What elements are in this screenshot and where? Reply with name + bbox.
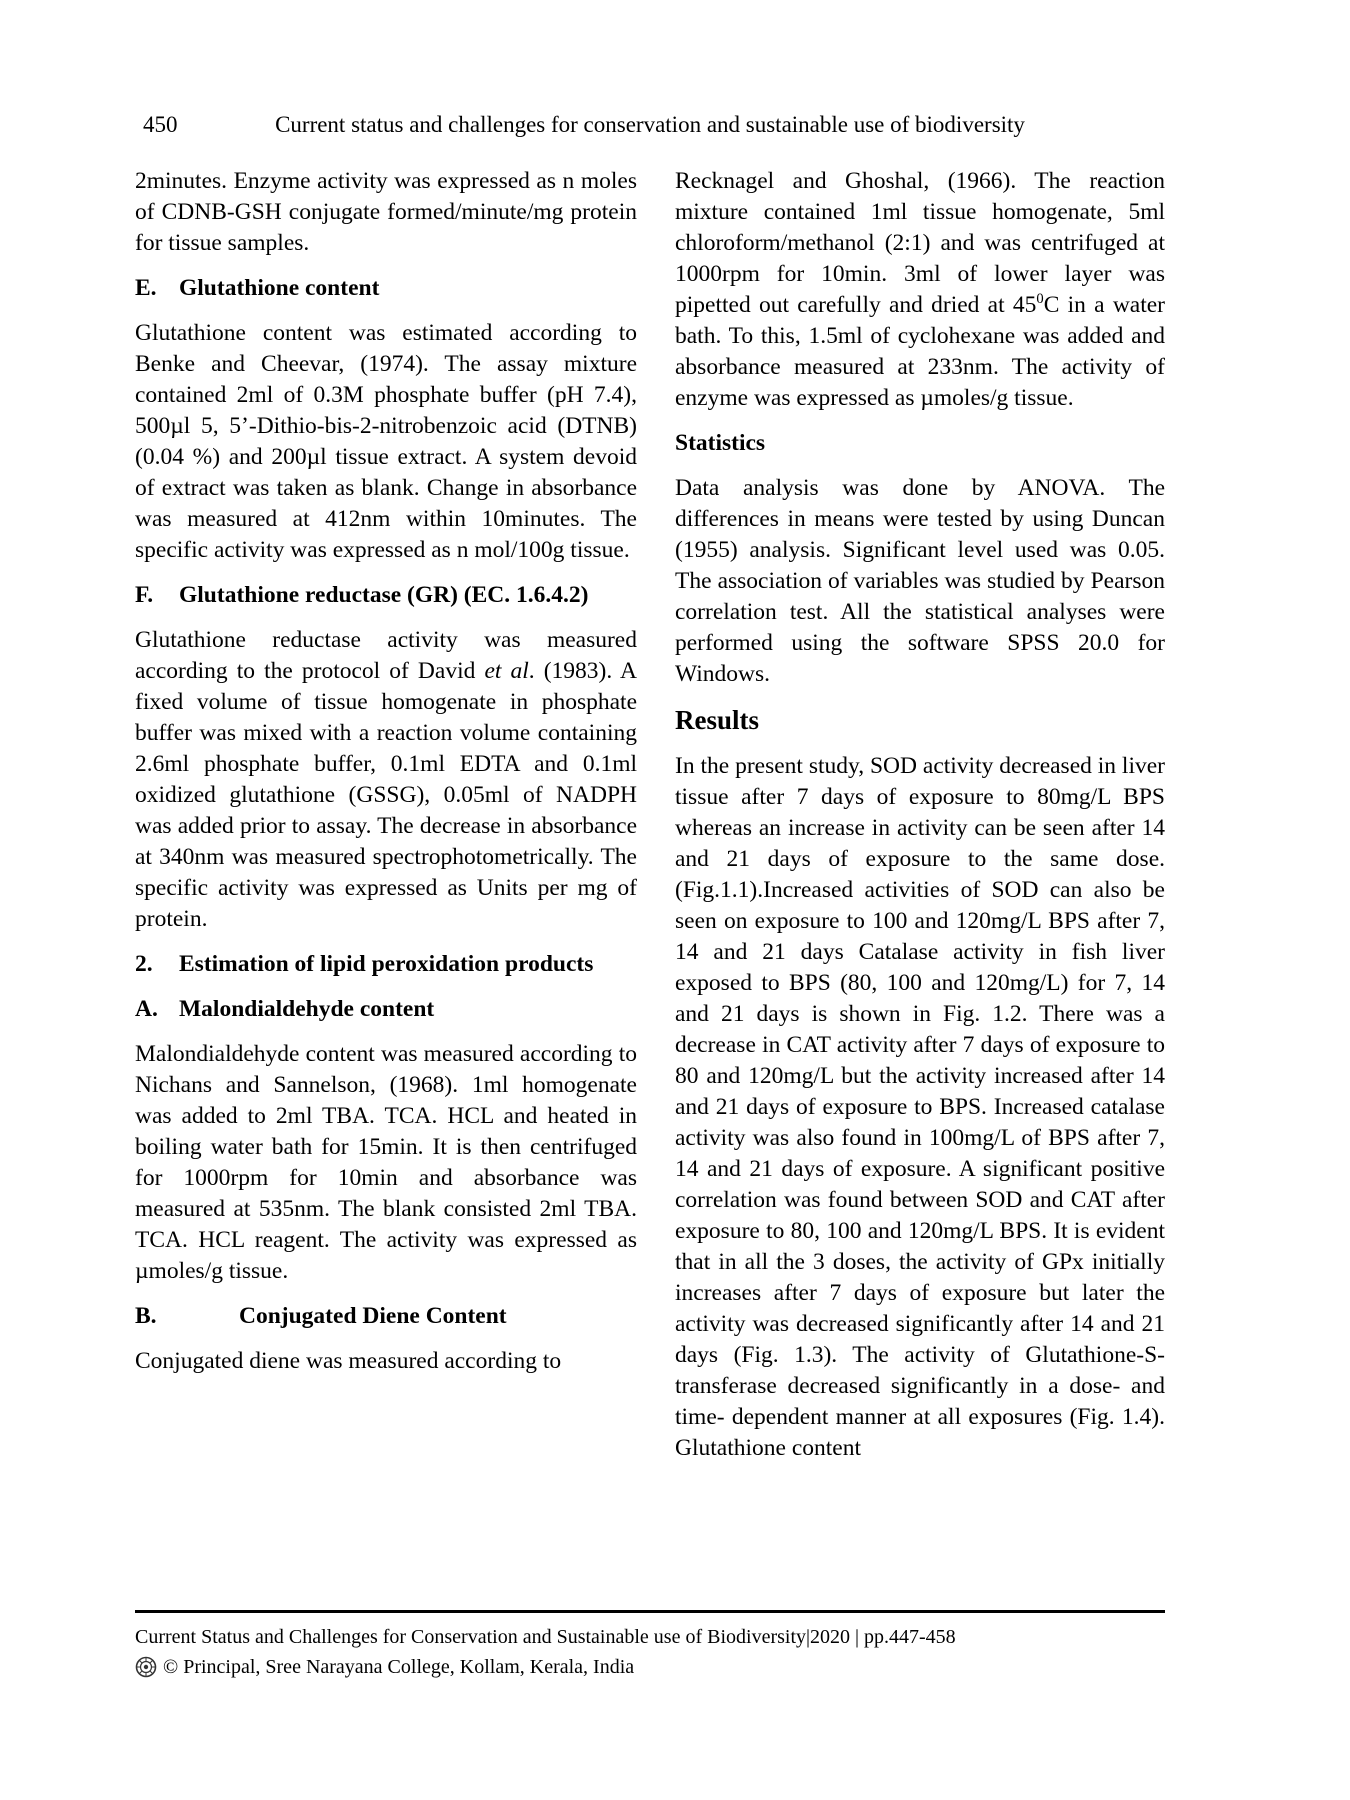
heading-lipid-peroxidation [135, 949, 637, 980]
heading-results: Results [675, 705, 760, 735]
paragraph-glutathione-reductase [135, 625, 637, 935]
paragraph-malondialdehyde: Malondialdehyde content was measured according to Nichans and Sannelson, (1968). 1ml homogenate was added to 2ml TBA. TCA. HCL and heated in boiling water bath for 15min. It is then centrifuged for 1000rpm for 10min and absorbance was measured at 535nm. The blank consisted 2ml TBA. TCA. HCL reagent. The activity was expressed as µmoles/g tissue. [135, 1041, 637, 1284]
heading-text: Glutathione content [179, 275, 380, 301]
running-title: Current status and challenges for conservation and sustainable use of biodiversity [275, 112, 1025, 137]
text-run: Glutathione reductase activity was measured according to the protocol of David [135, 627, 637, 684]
heading-text: Conjugated Diene Content [239, 1303, 507, 1329]
paragraph-statistics: Data analysis was done by ANOVA. The differences in means were tested by using Duncan (1955) analysis. Significant level used was 0.05. The association of variables was studied by Pearson correlation test. All the statistical analyses were performed using the software SPSS 20.0 for Windows. [675, 475, 1165, 687]
etal-italic: et al [484, 658, 529, 684]
paragraph-reaction-mixture [675, 166, 1165, 414]
paragraph-glutathione-content: Glutathione content was estimated according to Benke and Cheevar, (1974). The assay mixture contained 2ml of 0.3M phosphate buffer (pH 7.4), 500µl 5, 5’-Dithio-bis-2-nitrobenzoic acid (DTNB) (0.04 %) and 200µl tissue extract. A system devoid of extract was taken as blank. Change in absorbance was measured at 412nm within 10minutes. The specific activity was expressed as n mol/100g tissue. [135, 320, 637, 563]
footer-copyright-row [135, 1652, 1195, 1682]
text-run: C in a water bath. To this, 1.5ml of cyclohexane was added and absorbance measured at 233nm. The activity of enzyme was expressed as µmoles/g tissue. [675, 292, 1166, 411]
page-header [135, 112, 1165, 146]
paragraph-conjugated-diene: Conjugated diene was measured according to [135, 1348, 562, 1374]
paragraph-enzyme-activity: 2minutes. Enzyme activity was expressed as n moles of CDNB-GSH conjugate formed/minute/mg protein for tissue samples. [135, 168, 637, 256]
left-column [135, 166, 637, 1478]
heading-glutathione-reductase [135, 580, 637, 611]
paragraph-results: In the present study, SOD activity decreased in liver tissue after 7 days of exposure to 80mg/L BPS whereas an increase in activity can be seen after 14 and 21 days of exposure to the same dose. (Fig.1.1).Increased activities of SOD can also be seen on exposure to 100 and 120mg/L BPS after 7, 14 and 21 days Catalase activity in fish liver exposed to BPS (80, 100 and 120mg/L) for 7, 14 and 21 days is shown in Fig. 1.2. There was a decrease in CAT activity after 7 days of exposure to 80 and 120mg/L but the activity increased after 14 and 21 days of exposure to BPS. Increased catalase activity was also found in 100mg/L of BPS after 7, 14 and 21 days of exposure. A significant positive correlation was found between SOD and CAT after exposure to 80, 100 and 120mg/L BPS. It is evident that in all the 3 doses, the activity of GPx initially increases after 7 days of exposure but later the activity was decreased significantly after 14 and 21 days (Fig. 1.3). The activity of Glutathione-S- transferase decreased significantly in a dose- and time- dependent manner at all exposures (Fig. 1.4). Glutathione content [675, 753, 1165, 1461]
text-run: Recknagel and Ghoshal, (1966). The reaction mixture contained 1ml tissue homogenate, 5ml chloroform/methanol (2:1) and was centrifuged at 1000rpm for 10min. 3ml of lower layer was pipetted out carefully and dried at 45 [675, 168, 1165, 318]
heading-label: E. [135, 275, 157, 301]
heading-label: A. [135, 996, 158, 1022]
heading-statistics: Statistics [675, 430, 766, 456]
heading-glutathione-content [135, 273, 637, 304]
footer-citation: Current Status and Challenges for Conservation and Sustainable use of Biodiversity|2020 | pp.447-458 [135, 1626, 956, 1648]
heading-text: Glutathione reductase (GR) (EC. 1.6.4.2) [179, 582, 589, 608]
footer-divider [135, 1610, 1165, 1613]
heading-label: B. [135, 1303, 157, 1329]
page-footer [135, 1622, 1195, 1682]
college-seal-icon [135, 1656, 157, 1678]
right-column [675, 166, 1165, 1478]
heading-text: Estimation of lipid peroxidation products [179, 951, 594, 977]
heading-malondialdehyde [135, 994, 637, 1025]
page-number: 450 [143, 112, 178, 137]
text-run: . (1983). A fixed volume of tissue homogenate in phosphate buffer was mixed with a reaction volume containing 2.6ml phosphate buffer, 0.1ml EDTA and 0.1ml oxidized glutathione (GSSG), 0.05ml of NADPH was added prior to assay. The decrease in absorbance at 340nm was measured spectrophotometrically. The specific activity was expressed as Units per mg of protein. [135, 658, 637, 932]
footer-copyright: © Principal, Sree Narayana College, Kollam, Kerala, India [163, 1656, 635, 1678]
superscript-zero: 0 [1036, 291, 1044, 308]
heading-text: Malondialdehyde content [179, 996, 435, 1022]
heading-label: F. [135, 582, 154, 608]
two-column-body [135, 166, 1165, 1478]
heading-conjugated-diene [135, 1301, 637, 1332]
heading-label: 2. [135, 951, 153, 977]
